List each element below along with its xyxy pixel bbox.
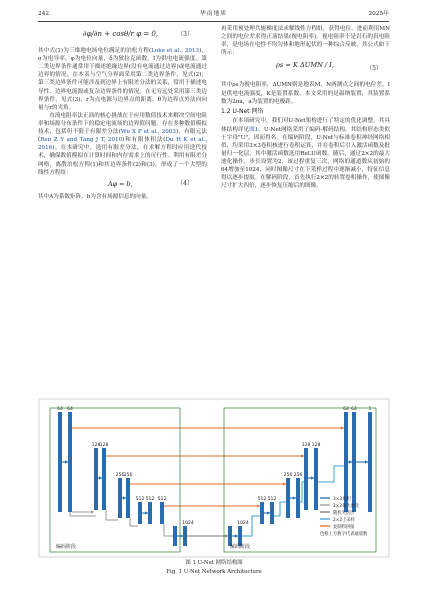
- equation-5-formula: ρs = K ΔUMN / I,: [276, 61, 334, 70]
- channel-label: 128: [99, 443, 109, 448]
- legend-note: 色框上方数字代表通道数: [320, 531, 368, 537]
- feature-bar: [228, 526, 232, 546]
- legend-label: 2×2上采样: [333, 517, 355, 523]
- conv-arrow-head: [145, 511, 148, 514]
- channel-label: 512: [257, 497, 267, 502]
- feature-bar: [173, 526, 177, 546]
- conv-arrow-head: [267, 511, 270, 514]
- unet-diagram: [38, 398, 390, 558]
- journal-year: 2025年: [368, 11, 389, 17]
- paragraph-solver: 再采用预处理共轭梯度法求解线性方程组，获得电位，进而利用MN之间的电位差求得正演结果(视电阻率)。视电阻率不是岩石的真电阻率，是电场在电性不均匀体和地形起伏的一种综合反映，其公式如下所示：: [221, 26, 390, 57]
- legend-label: 3×3卷积: [333, 496, 351, 502]
- legend-label: 2×2最大池化: [333, 503, 360, 509]
- paragraph-boundary: 其中式(1)为三维地电场电位满足的泊松方程(Loke et al., 2013)，σ为电导率，φ为电位向量，δ为狄拉克函数，I为供电电流强度。第二类边界条件通常用于描述绝缘边界(没有电流通过边界)或电流通过边界的情况。在本表与空气分界面采用第二类边界条件，见式(2)；第三类边界条件可能涉及到边界上有限差分法的关系，常用于描述电导性、边界电流源或复杂边界条件的情况。在无穷远处采用第三类边界条件，见式(3)，r为点电源与边界点的距离，θ为边界点外法向向量与r的夹角。: [38, 48, 208, 111]
- channel-label: 1: [368, 407, 372, 412]
- figure-ref[interactable]: 图1: [249, 126, 259, 133]
- pool-arrow: [106, 510, 118, 520]
- channel-label: 128: [91, 443, 101, 448]
- feature-bar: [238, 526, 242, 546]
- channel-label: 1024: [182, 521, 194, 526]
- copy-arrow-head: [341, 426, 344, 429]
- feature-bar: [368, 412, 372, 512]
- conv-arrow-head: [311, 476, 314, 479]
- conv-arrow-head: [365, 460, 368, 463]
- paragraph-matrix: 其中A为系数矩阵，b为含有场源信息的向量。: [38, 193, 152, 200]
- equation-5-number: （5）: [366, 65, 382, 73]
- channel-label: 128: [311, 443, 321, 448]
- citation-wu[interactable]: Wu X P et al., 2003: [120, 129, 176, 136]
- pool-arrow-head: [91, 510, 94, 513]
- feature-bar: [352, 412, 356, 512]
- citation-du[interactable]: Du H K et al., 2016: [38, 137, 207, 152]
- feature-bar: [126, 478, 130, 518]
- feature-bar: [314, 448, 318, 510]
- equation-4-formula: Aφ = b,: [108, 179, 133, 188]
- conv-arrow-head: [123, 496, 126, 499]
- feature-bar: [68, 412, 72, 512]
- citation-ren[interactable]: Ren Z Y and Tang J T, 2010: [40, 137, 123, 144]
- citation-loke[interactable]: Loke et al., 2013: [151, 48, 200, 54]
- channel-label: 64: [67, 407, 73, 412]
- feature-bar: [58, 412, 62, 512]
- feature-bar: [160, 502, 164, 524]
- upsample-arrow: [318, 466, 344, 482]
- paragraph-unet: 在本项研究中，我们对U-Net架构进行了特定的优化调整，其具体结构详见图1。U-Net网络采用了编码-解码结构，其结构形态类似于字母"U"，因而得名。在编码阶段，U-Net与标准卷积神经网络相似，均采用3×3卷积核进行卷积运算，并在卷积后引入激活函数及批量归一化层，其中激活函数选用ReLU函数。随后，通过2×2的最大池化操作，步长设置为2，该过程重复三次，网络的通道数从初始的64增加至1024，同时图像尺寸在下采样过程中逐渐减小，特征信息得以逐步提取。在解码阶段，首先执行2×2的转置卷积操作，使图像尺寸扩大四倍，逐步恢复压缩后的图像。: [221, 118, 390, 190]
- channel-label: 512: [145, 497, 155, 502]
- left-column: [38, 25, 207, 201]
- feature-bar: [296, 478, 300, 518]
- right-column: [221, 25, 390, 190]
- feature-bar: [118, 478, 122, 518]
- channel-label: 512: [267, 497, 277, 502]
- channel-label: 64: [343, 407, 349, 412]
- page-header: [38, 10, 389, 19]
- channel-label: 1024: [237, 521, 249, 526]
- equation-3-number: （3）: [177, 31, 193, 38]
- upsample-arrow: [300, 482, 304, 502]
- copy-arrow-head: [301, 454, 304, 457]
- copy-arrow-head: [257, 504, 260, 507]
- equation-4-number: （4）: [177, 179, 193, 187]
- upsample-arrow: [242, 516, 260, 536]
- channel-label: 64: [57, 407, 63, 412]
- channel-label: 128: [301, 443, 311, 448]
- feature-bar: [286, 478, 290, 518]
- page-number: 242: [38, 11, 50, 17]
- legend-label: 随机失活层: [333, 510, 355, 516]
- copy-arrow-head: [283, 482, 286, 485]
- channel-label: 512: [157, 497, 167, 502]
- figure-caption-en: Fig. 1 U-Net Network Architecture: [166, 569, 262, 575]
- feature-bar: [260, 502, 264, 524]
- header-rule: [38, 21, 389, 22]
- pool-arrow: [164, 524, 173, 536]
- dropout-arrow-head: [225, 534, 228, 537]
- section-heading: 1.2 U-Net 网络: [221, 107, 264, 115]
- feature-bar: [270, 502, 274, 524]
- legend-label: 复制和拼接: [333, 524, 355, 530]
- channel-label: 256: [283, 473, 293, 478]
- conv-arrow-head: [99, 476, 102, 479]
- channel-label: 256: [115, 473, 125, 478]
- equation-3: [38, 25, 207, 47]
- equation-4: [38, 177, 207, 193]
- conv-arrow-head: [293, 496, 296, 499]
- figure-caption-cn: 图 1 U-Net 网络结构图: [185, 560, 243, 566]
- feature-bar: [183, 526, 187, 546]
- conv-arrow-head: [65, 460, 68, 463]
- conv-arrow-head: [349, 460, 352, 463]
- feature-bar: [102, 448, 106, 510]
- conv-arrow-head: [180, 534, 183, 537]
- feature-bar: [148, 502, 152, 524]
- feature-bar: [304, 448, 308, 510]
- unet-figure: [38, 398, 390, 558]
- channel-label: 64: [351, 407, 357, 412]
- journal-title: 华南地质: [199, 11, 228, 17]
- paragraph-methods: 直流电阻率法正演的核心挑战在于应用数值技术来解决空间电阻率和场源分布条件下的稳定电流场的边界值问题。存在多种数值模拟技术，包括但不限于有限差分法(Wu X P et al., 2003)、有限元法(Ren Z Y and Tang J T, 2010)和有限体积法(Du H K et al., 2016)。在本研究中，选用有限差分法，在求解方程时应用迭代技术，确保数值模拟在计算时间和内存需求上的可行性。利用有限差分网格，离散泊松方程(1)和其边界条件(2)和(3)，形成了一个大型的线性方程组：: [38, 112, 207, 176]
- equation-3-formula: ∂φ/∂n + cosθ/r φ = 0,: [83, 30, 159, 38]
- conv-arrow-head: [235, 534, 238, 537]
- channel-label: 256: [123, 473, 133, 478]
- feature-bar: [138, 502, 142, 524]
- feature-bar: [94, 448, 98, 510]
- encoder-label: 编码阶段: [56, 544, 77, 550]
- channel-label: 256: [293, 473, 303, 478]
- paragraph-resistivity: 其中ρs为视电阻率，ΔUMN则是地表M、N两测点之间的电位差，I是供电电流强度，K是装置系数。本文采用的是温纳装置，其装置系数为2πa，a为装置的电极距。: [221, 82, 390, 105]
- pool-arrow: [130, 518, 138, 526]
- channel-label: 512: [135, 497, 145, 502]
- upsample-arrow: [274, 502, 286, 516]
- decoder-label: 解码阶段: [230, 544, 251, 550]
- equation-5: [221, 57, 390, 81]
